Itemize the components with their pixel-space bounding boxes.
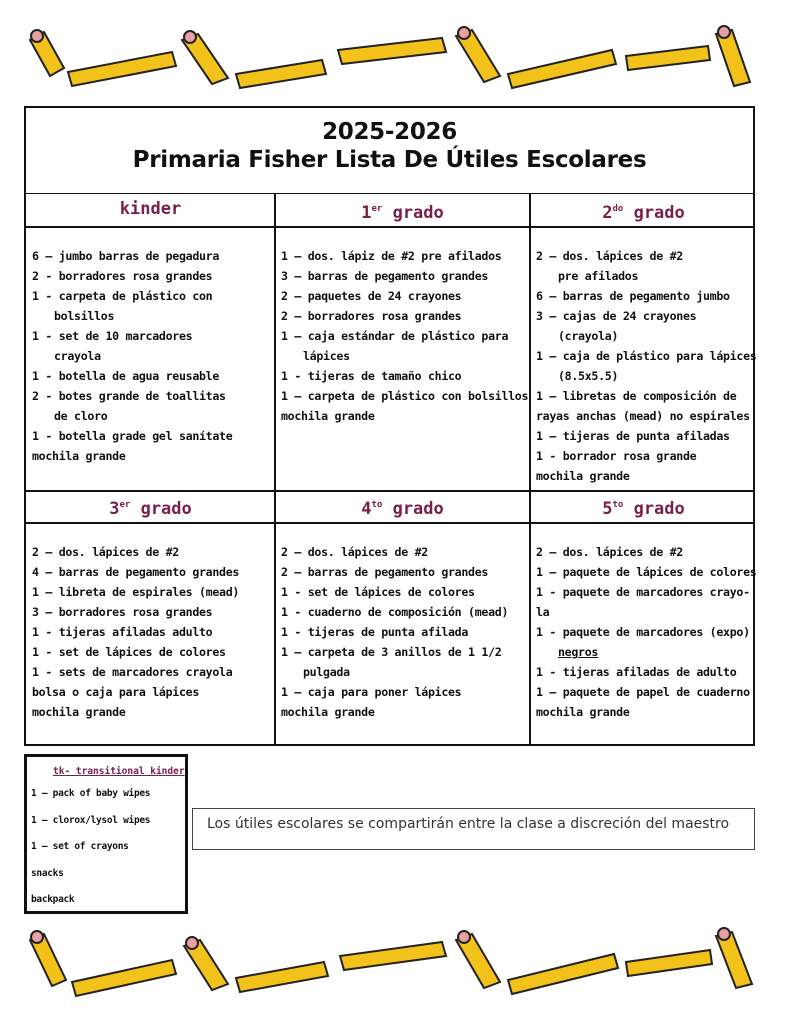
list-item: 1 – caja estándar de plástico para (281, 329, 509, 343)
tk-item: backpack (31, 894, 75, 905)
list-item: bolsa o caja para lápices (32, 685, 200, 699)
grade-number: 4 (361, 499, 372, 519)
list-item: 1 - carpeta de plástico con (32, 289, 213, 303)
pencil-border-bottom-icon (22, 926, 766, 998)
grade-suffix: to (612, 500, 624, 510)
list-item: 1 – caja de plástico para lápices (536, 349, 757, 363)
list-item: 1 – tijeras de punta afiladas (536, 429, 730, 443)
tk-item: 1 – clorox/lysol wipes (31, 814, 151, 826)
list-item: pulgada (303, 665, 350, 679)
list-item: 1 – carpeta de 3 anillos de 1 1/2 (281, 645, 502, 659)
list-item: 3 – cajas de 24 crayones (536, 309, 697, 323)
list-item: pre afilados (558, 269, 639, 283)
grade-list-5 (530, 522, 757, 744)
list-item: mochila grande (281, 409, 375, 423)
pencil-border-top (22, 22, 766, 94)
grade-header-3 (26, 490, 275, 522)
list-item: lápices (303, 349, 350, 363)
list-item: 2 – paquetes de 24 crayones (281, 289, 462, 303)
list-item: (crayola) (558, 329, 619, 343)
list-item: 1 - tijeras de tamaño chico (281, 369, 462, 383)
list-item: rayas anchas (mead) no espirales (536, 409, 750, 423)
grade-list-1 (275, 226, 530, 490)
page-title: Primaria Fisher Lista De Útiles Escolares (132, 147, 647, 173)
sharing-note: Los útiles escolares se compartirán entre la clase a discreción del maestro (192, 808, 755, 850)
tk-item: 1 – pack of baby wipes (31, 788, 151, 799)
grade-word: grado (392, 499, 444, 519)
list-item: 1 – paquete de lápices de colores (536, 565, 757, 579)
divider (274, 194, 276, 746)
grade-header-kinder (26, 194, 275, 226)
grade-header-1 (275, 194, 530, 226)
list-item: 1 - botella de agua reusable (32, 369, 220, 383)
list-item: 1 – caja para poner lápices (281, 685, 462, 699)
list-item: 6 – barras de pegamento jumbo (536, 289, 730, 303)
grade-suffix: do (612, 204, 624, 214)
list-item: 1 - botella grade gel sanítate (32, 429, 233, 443)
list-item: 2 – dos. lápices de #2 (536, 545, 683, 559)
supply-table (24, 106, 755, 746)
grade-word: grado (140, 499, 192, 519)
list-item: 2 – borradores rosa grandes (281, 309, 462, 323)
list-item: 1 - borrador rosa grande (536, 449, 697, 463)
list-item: 1 - set de lápices de colores (32, 645, 226, 659)
list-item: 3 – barras de pegamento grandes (281, 269, 489, 283)
list-item: mochila grande (32, 449, 126, 463)
list-item: 2 – dos. lápices de #2 (281, 545, 428, 559)
tk-item: 1 – set of crayons (31, 841, 129, 852)
list-item: de cloro (54, 409, 108, 423)
list-item: 1 - tijeras de punta afilada (281, 625, 469, 639)
list-item: 1 – libretas de composición de (536, 389, 737, 403)
list-item: 1 - cuaderno de composición (mead) (281, 605, 509, 619)
list-item: 2 – barras de pegamento grandes (281, 565, 489, 579)
grade-suffix: to (371, 500, 383, 510)
list-item: 1 - tijeras afiladas de adulto (536, 665, 737, 679)
list-item: 1 - set de 10 marcadores (32, 329, 193, 343)
list-item: 1 – paquete de papel de cuaderno (536, 685, 750, 699)
tk-box (24, 754, 188, 914)
pencil-border-top-icon (22, 22, 766, 94)
grade-header-2 (530, 194, 757, 226)
list-item: 4 – barras de pegamento grandes (32, 565, 240, 579)
grade-number: 1 (361, 203, 372, 223)
pencil-border-bottom (22, 926, 766, 998)
tk-title: tk- transitional kinder (53, 766, 185, 777)
list-item: crayola (54, 349, 101, 363)
grade-suffix: er (119, 500, 131, 510)
list-item: 2 - borradores rosa grandes (32, 269, 213, 283)
grade-number: 5 (602, 499, 613, 519)
list-item: 1 – dos. lápiz de #2 pre afilados (281, 249, 502, 263)
grade-suffix: er (371, 204, 383, 214)
title-area (26, 108, 753, 194)
grade-list-2 (530, 226, 757, 490)
list-item: 6 – jumbo barras de pegadura (32, 249, 220, 263)
grade-header-5 (530, 490, 757, 522)
grade-word: grado (633, 499, 685, 519)
list-item: 2 – dos. lápices de #2 (536, 249, 683, 263)
grade-header-text: kinder (119, 199, 182, 219)
list-item: 1 - tijeras afiladas adulto (32, 625, 213, 639)
list-item: mochila grande (536, 705, 630, 719)
list-item: 1 - paquete de marcadores (expo) (536, 625, 750, 639)
list-item: mochila grande (281, 705, 375, 719)
list-item: 3 – borradores rosa grandes (32, 605, 213, 619)
school-year: 2025-2026 (322, 119, 457, 145)
list-item: mochila grande (32, 705, 126, 719)
list-item: la (536, 605, 550, 619)
list-item: 2 – dos. lápices de #2 (32, 545, 179, 559)
list-item: negros (558, 645, 599, 659)
list-item: mochila grande (536, 469, 630, 483)
grade-word: grado (633, 203, 685, 223)
list-item: 1 – libreta de espirales (mead) (32, 585, 240, 599)
grade-header-4 (275, 490, 530, 522)
list-item: 1 - paquete de marcadores crayo- (536, 585, 750, 599)
list-item: (8.5x5.5) (558, 369, 619, 383)
list-item: 1 – carpeta de plástico con bolsillos (281, 389, 529, 403)
list-item: 1 - sets de marcadores crayola (32, 665, 233, 679)
list-item: 2 - botes grande de toallitas (32, 389, 226, 403)
grade-list-3 (26, 522, 275, 744)
grade-number: 3 (109, 499, 120, 519)
grade-number: 2 (602, 203, 613, 223)
grade-word: grado (392, 203, 444, 223)
tk-item: snacks (31, 867, 64, 879)
grade-list-4 (275, 522, 530, 744)
divider (529, 194, 531, 746)
list-item: 1 - set de lápices de colores (281, 585, 475, 599)
grade-list-kinder (26, 226, 275, 490)
list-item: bolsillos (54, 309, 115, 323)
